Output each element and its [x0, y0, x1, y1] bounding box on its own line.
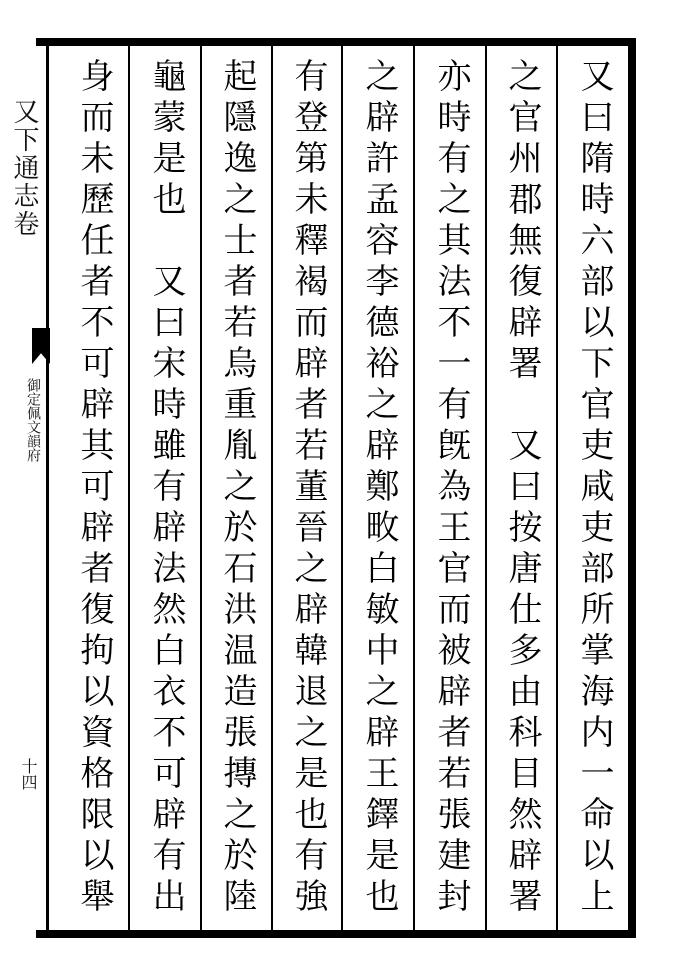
- column-rule: [485, 46, 487, 930]
- text-column-8: 身而未歷任者不可辟其可辟者復拘以資格限以舉: [74, 58, 114, 919]
- gutter-subtitle: 御定佩文韻府: [25, 378, 41, 462]
- column-rule: [556, 46, 558, 930]
- text-column-2: 之官州郡無復辟署 又曰按唐仕多由科目然辟署: [502, 58, 542, 919]
- text-column-3: 亦時有之其法不一有旣為王官而被辟者若張建封: [431, 58, 471, 919]
- column-rule: [128, 46, 130, 930]
- text-column-5: 有登第未釋褐而辟者若董晉之辟韓退之是也有強: [288, 58, 328, 919]
- text-column-6: 起隱逸之士者若烏重胤之於石洪温造張摶之於陸: [217, 58, 257, 919]
- page-number: 十四: [19, 758, 38, 790]
- text-column-1: 又曰隋時六部以下官吏咸吏部所掌海内一命以上: [574, 58, 614, 919]
- text-column-7: 龜蒙是也 又曰宋時雖有辟法然白衣不可辟有出: [146, 58, 186, 919]
- gutter-divider: [46, 46, 49, 930]
- column-rule: [413, 46, 415, 930]
- frame-top-border: [36, 38, 634, 46]
- frame-right-border: [628, 38, 636, 938]
- text-column-4: 之辟許孟容李德裕之辟鄭畋白敏中之辟王鐸是也: [359, 58, 399, 919]
- column-rule: [200, 46, 202, 930]
- page-gutter: [0, 38, 60, 938]
- column-rule: [341, 46, 343, 930]
- column-rule: [271, 46, 273, 930]
- frame-bottom-border: [36, 930, 634, 938]
- gutter-title: 又下通志卷: [9, 98, 39, 238]
